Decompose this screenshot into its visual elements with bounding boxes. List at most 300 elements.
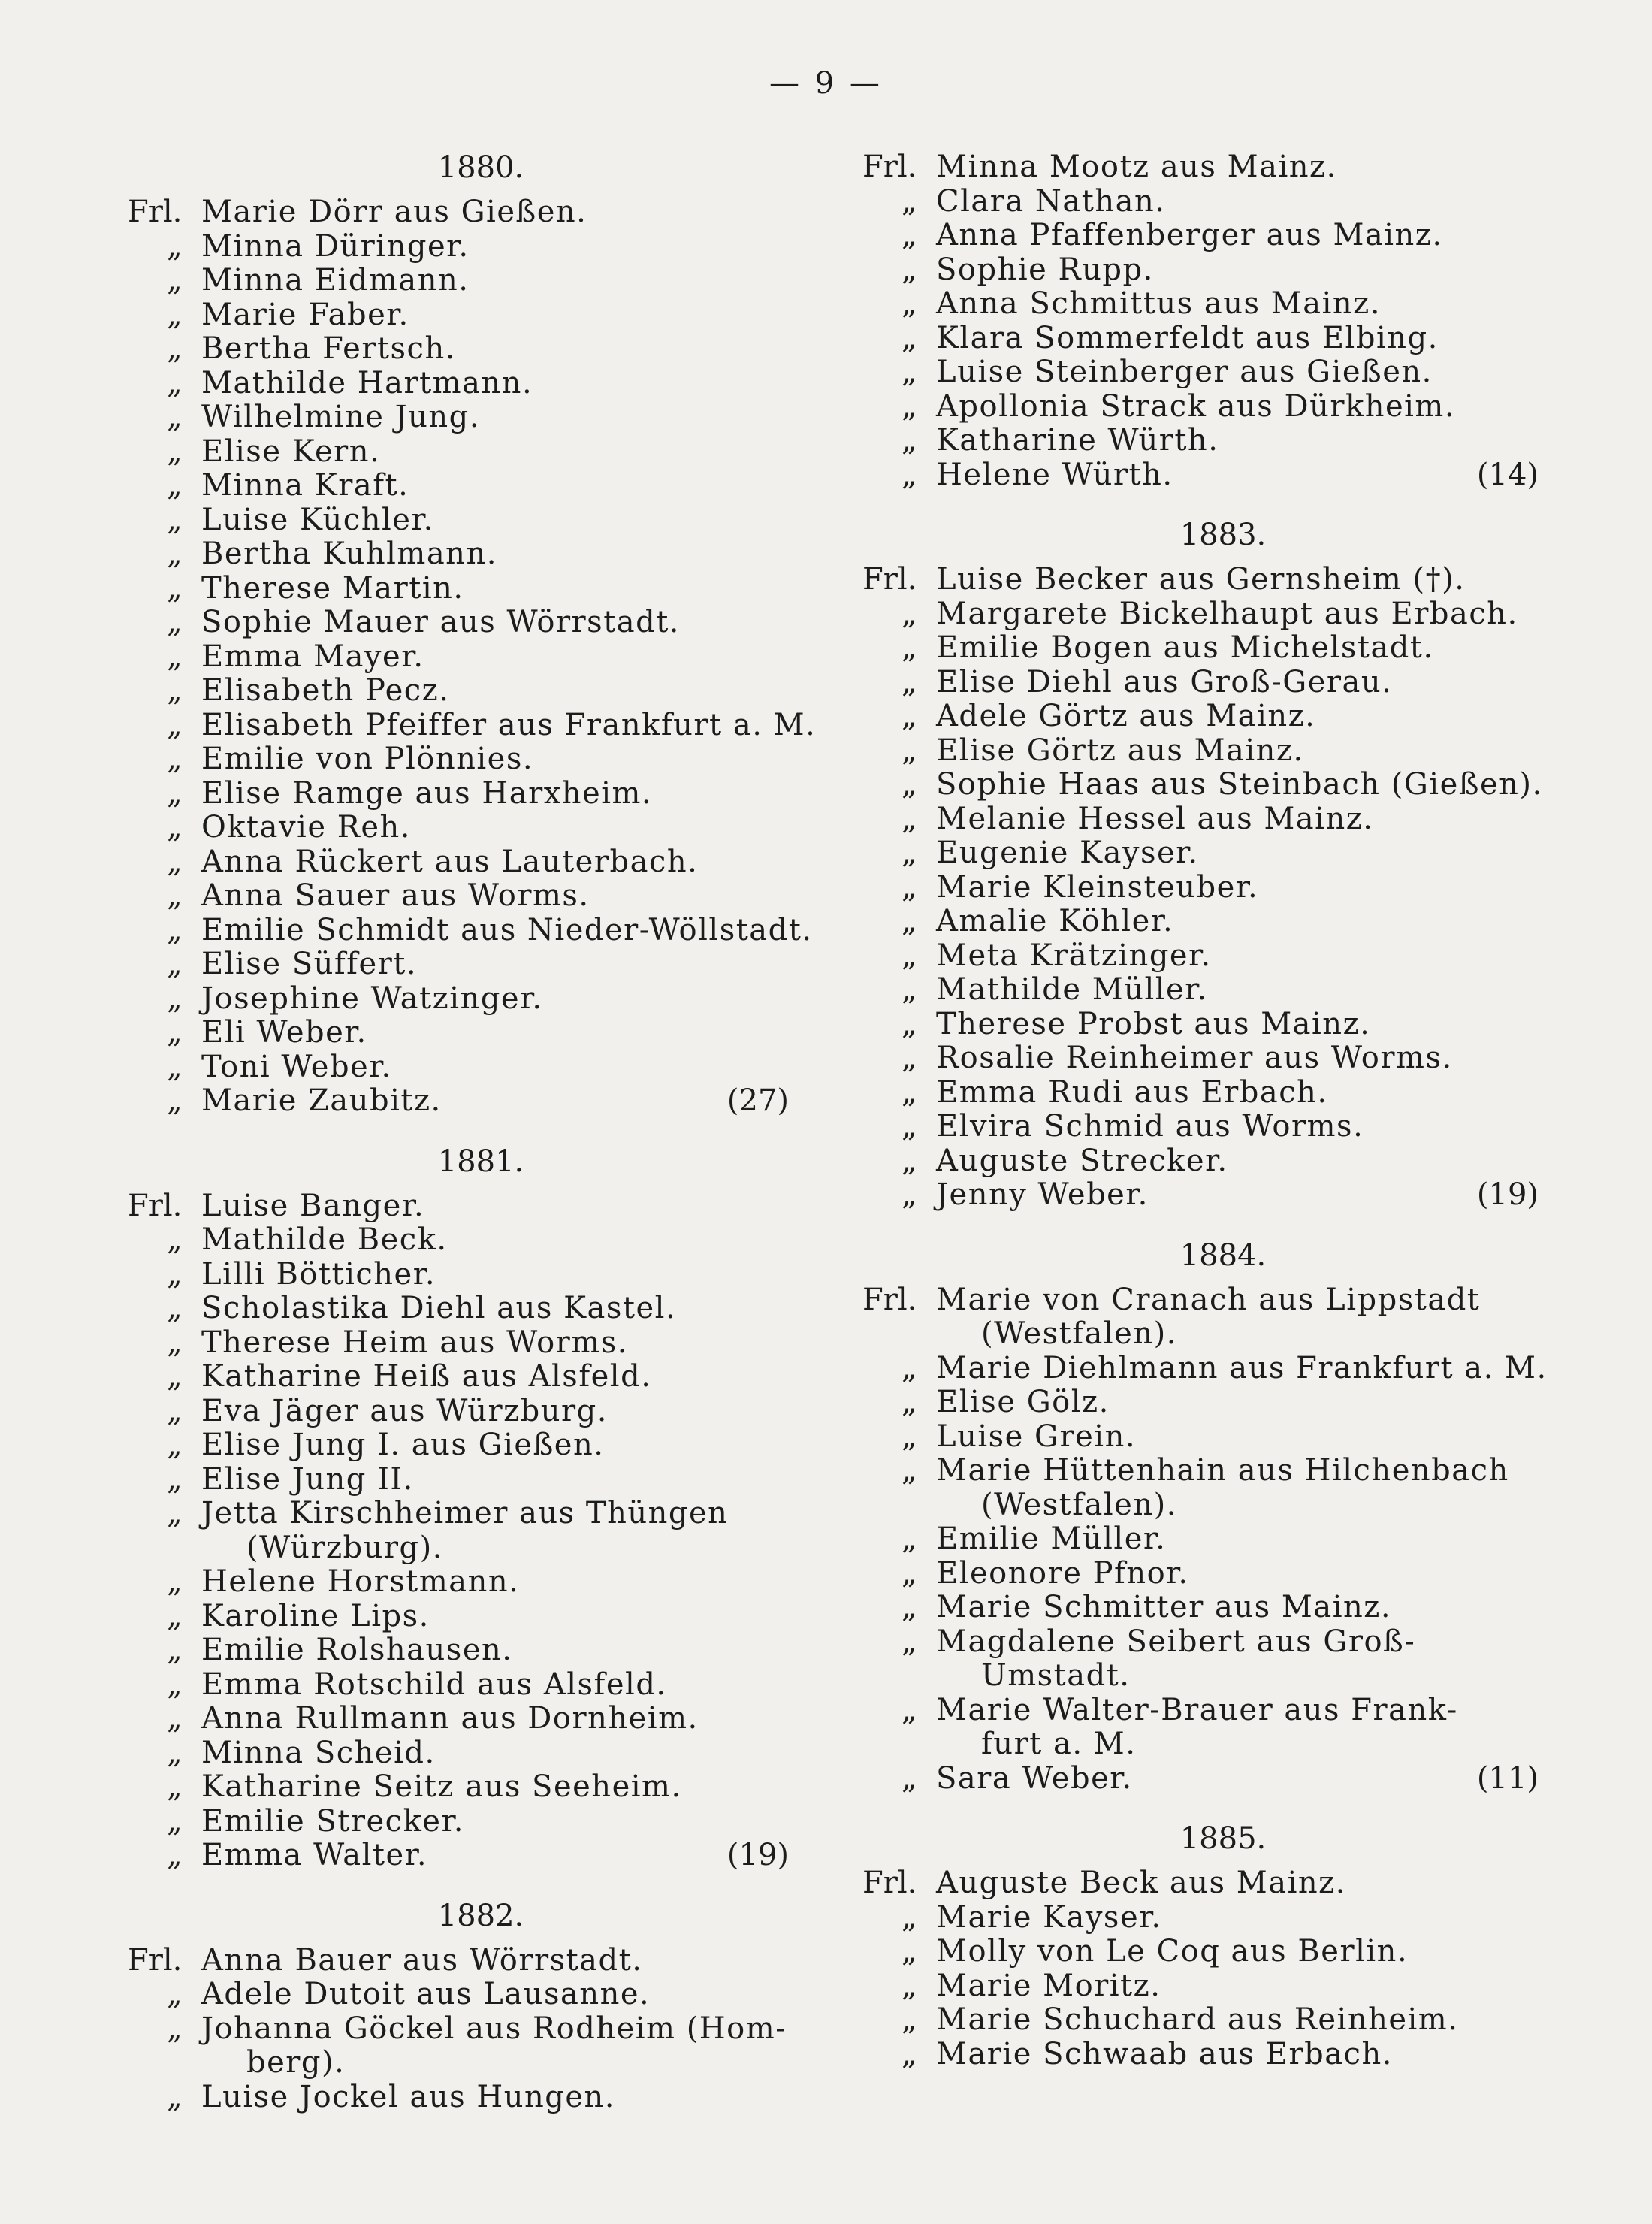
entry-prefix: „ [902,1899,917,1935]
entry-prefix: „ [167,1359,183,1394]
entry-name: Marie Moritz. [936,1968,1161,2003]
entry-name: Molly von Le Coq aus Berlin. [936,1934,1409,1969]
name-entry [128,912,813,948]
entry-name: Bertha Fertsch. [201,331,456,366]
entry-name: Mathilde Hartmann. [201,365,533,400]
name-entry [862,631,1539,666]
entry-name: Eli Weber. [201,1015,367,1050]
name-entry [128,1668,789,1703]
entry-prefix: „ [902,457,917,492]
entry-prefix: „ [167,1325,183,1360]
entry-name: Elise Jung II. [201,1461,414,1497]
entry-prefix: „ [167,1633,183,1667]
year-heading: 1880. [437,150,524,185]
entry-continuation [128,2046,789,2080]
name-entry [862,836,1539,871]
name-entry [128,367,789,401]
entry-prefix: „ [167,1015,183,1050]
year-count: (27) [726,1083,789,1118]
name-entry [128,947,789,982]
name-entry [128,1600,789,1634]
entry-name: Karoline Lips. [201,1598,430,1633]
entry-name: Melanie Hessel aus Mainz. [936,801,1374,836]
entry-prefix: Frl. [128,1188,183,1223]
entry-name: Marie Schmitter aus Mainz. [936,1590,1392,1624]
entry-prefix: „ [902,1419,917,1454]
entry-name: Marie Faber. [201,297,409,332]
entry-name: Mathilde Müller. [936,972,1208,1007]
entry-prefix: „ [902,320,917,355]
entry-name: Katharine Seitz aus Seeheim. [201,1769,682,1804]
entry-prefix: „ [902,733,917,768]
name-entry [128,298,789,333]
year-heading: 1884. [1179,1237,1267,1273]
entry-prefix: „ [902,423,917,458]
entry-prefix: Frl. [862,1866,917,1900]
name-entry [128,400,789,435]
entry-name: Emilie Bogen aus Michelstadt. [936,630,1434,665]
name-entry [128,537,789,572]
entry-name: Marie Hüttenhain aus Hilchenbach [936,1453,1509,1488]
entry-prefix: „ [902,699,917,733]
entry-name: Luise Steinberger aus Gießen. [936,355,1433,389]
entry-name: Marie von Cranach aus Lippstadt [936,1282,1481,1317]
entry-prefix: „ [167,1735,183,1770]
name-entry [128,195,789,230]
name-entry [128,1428,789,1463]
entry-prefix: „ [167,878,183,913]
year-section [128,1899,789,2115]
name-entry [862,1522,1539,1557]
entry-prefix: „ [167,981,183,1016]
entry-name: Therese Martin. [201,570,464,606]
entry-prefix: „ [902,972,917,1007]
name-entry [128,1292,789,1326]
entry-prefix: „ [902,1041,917,1075]
entry-prefix: „ [167,1496,183,1531]
year-heading: 1881. [437,1144,524,1179]
entry-name: Elise Diehl aus Groß-Gerau. [936,664,1393,700]
name-entry [862,1076,1539,1110]
name-entry [862,1283,1539,1318]
entry-prefix: „ [902,1624,917,1659]
name-entry [128,1805,789,1839]
entry-name: Anna Pfaffenberger aus Mainz. [936,218,1443,252]
section-gap [128,1119,789,1144]
name-entry [862,1557,1539,1591]
entry-name: Sophie Rupp. [936,252,1154,287]
section-gap [862,1796,1539,1821]
name-entry [128,982,789,1017]
entry-name: Sophie Haas aus Steinbach (Gießen). [936,767,1543,802]
page-number: — 9 — [769,66,883,101]
entry-prefix: „ [167,742,183,776]
entry-name: Sara Weber. [936,1760,1133,1796]
name-entry [862,1350,1548,1386]
name-entry [128,230,789,264]
name-entry [128,1395,789,1429]
entry-prefix: „ [902,1760,917,1796]
entry-prefix: „ [902,1453,917,1488]
entry-prefix: „ [902,836,917,870]
entry-prefix: „ [167,810,183,845]
name-entry [862,700,1539,734]
entry-name: Amalie Köhler. [936,904,1174,938]
entry-prefix: „ [902,1555,917,1591]
entry-prefix: „ [902,596,917,631]
name-entry [862,185,1539,219]
entry-prefix: Frl. [862,150,917,184]
name-entry [128,640,789,675]
entry-name: Minna Düringer. [201,228,470,264]
entry-name: Jetta Kirschheimer aus Thüngen [201,1496,729,1531]
year-section [862,1237,1548,1796]
name-entry [862,424,1539,458]
entry-prefix: „ [902,1143,917,1178]
entry-name: Jenny Weber. [936,1177,1149,1212]
name-entry [128,879,789,914]
name-entry [128,1084,789,1119]
entry-name: Elise Görtz aus Mainz. [936,733,1304,768]
entry-prefix: „ [902,1590,917,1624]
name-entry [862,734,1539,769]
entry-prefix: „ [167,775,183,811]
name-entry [862,1110,1539,1144]
name-entry [862,1694,1539,1728]
section-gap [862,492,1539,518]
entry-prefix: „ [902,1692,917,1727]
name-entry [128,1839,789,1873]
entry-prefix: „ [167,297,183,332]
entry-continuation [862,1659,1539,1694]
name-entry [128,435,789,470]
entry-name: Elise Ramge aus Harxheim. [201,775,653,811]
entry-prefix: „ [902,1385,917,1419]
entry-prefix: „ [902,767,917,802]
entry-prefix: „ [167,707,183,742]
entry-prefix: „ [167,1838,183,1872]
name-entry [862,1385,1539,1420]
entry-name: Adele Dutoit aus Lausanne. [201,1977,651,2011]
name-entry [862,287,1539,322]
entry-prefix: „ [902,1521,917,1556]
entry-prefix: „ [902,388,917,424]
entry-name: Marie Schuchard aus Reinheim. [936,2002,1459,2037]
name-entry [862,1591,1539,1625]
entry-prefix: „ [902,252,917,287]
entry-name: Luise Küchler. [201,502,434,537]
section-gap [128,1873,789,1899]
entry-continuation-text: berg). [246,2045,346,2080]
name-entry [128,1978,789,2012]
entry-name: Minna Kraft. [201,468,409,503]
year-heading: 1883. [1179,518,1267,552]
entry-prefix: „ [167,1803,183,1839]
entry-name: Sophie Mauer aus Wörrstadt. [201,605,681,639]
entry-name: Adele Görtz aus Mainz. [936,699,1316,733]
entry-prefix: „ [167,1977,183,2011]
name-entry [862,767,1543,802]
name-entry [128,1016,789,1050]
entry-prefix: „ [902,286,917,321]
entry-name: Emilie von Plönnies. [201,742,534,776]
name-entry [128,469,789,503]
entry-name: Marie Schwaab aus Erbach. [936,2036,1393,2071]
name-entry [862,939,1539,974]
name-entry [862,1625,1539,1660]
entry-prefix: „ [167,468,183,503]
entry-name: Magdalene Seibert aus Groß- [936,1624,1416,1659]
name-entry [862,1969,1539,2004]
entry-name: Clara Nathan. [936,183,1166,219]
name-entry [862,1178,1539,1213]
entry-prefix: „ [902,1350,917,1385]
entry-continuation [128,1531,789,1566]
entry-continuation-text: (Westfalen). [981,1316,1177,1351]
entry-prefix: „ [902,1006,917,1041]
name-entry [128,845,789,880]
name-entry [862,2038,1539,2072]
entry-prefix: „ [167,1222,183,1257]
entry-prefix: „ [167,536,183,571]
name-entry [128,1189,789,1224]
entry-name: Auguste Strecker. [936,1143,1228,1178]
year-section [862,1821,1539,2071]
entry-name: Mathilde Beck. [201,1222,448,1257]
entry-prefix: „ [167,844,183,879]
entry-prefix: „ [167,673,183,708]
entry-name: Emilie Strecker. [201,1803,464,1839]
entry-name: Emilie Schmidt aus Nieder-Wöllstadt. [201,912,813,947]
entry-prefix: „ [167,2079,183,2114]
entry-name: Marie Dörr aus Gießen. [201,195,587,229]
name-entry [862,150,1539,185]
entry-name: Katharine Würth. [936,423,1219,458]
entry-prefix: „ [167,947,183,981]
entry-continuation [862,1488,1539,1523]
entry-name: Anna Sauer aus Worms. [201,878,590,913]
entry-prefix: „ [167,2011,183,2046]
right-column [862,150,1548,2071]
name-entry [862,1420,1539,1455]
entry-name: Emma Mayer. [201,639,424,674]
name-entry [862,802,1539,837]
entry-name: Luise Jockel aus Hungen. [201,2079,615,2114]
year-section [862,518,1543,1213]
name-entry [128,572,789,606]
entry-name: Emma Rudi aus Erbach. [936,1074,1328,1110]
name-entry [862,597,1539,632]
year-section [128,150,817,1119]
name-entry [128,707,817,743]
name-entry [128,1258,789,1292]
entry-prefix: „ [167,639,183,674]
name-entry [862,322,1539,356]
entry-prefix: „ [167,1564,183,1599]
entry-name: Emilie Rolshausen. [201,1633,513,1667]
name-entry [862,2003,1539,2038]
name-entry [128,2080,789,2115]
name-entry [128,1463,789,1497]
entry-prefix: „ [167,1083,183,1118]
entry-name: Luise Grein. [936,1419,1137,1454]
entry-prefix: „ [902,218,917,252]
name-entry [862,1008,1539,1042]
name-entry [128,606,789,640]
entry-prefix: „ [902,664,917,700]
entry-prefix: Frl. [862,1282,917,1317]
entry-prefix: „ [167,400,183,434]
entry-prefix: „ [902,355,917,389]
entry-prefix: Frl. [128,195,183,229]
entry-prefix: „ [167,434,183,469]
entry-name: Klara Sommerfeldt aus Elbing. [936,320,1439,355]
entry-prefix: „ [167,1701,183,1736]
entry-prefix: „ [902,869,917,905]
year-count: (14) [1476,457,1539,492]
name-entry [128,1770,789,1805]
name-entry [128,264,789,298]
entry-name: Meta Krätzinger. [936,938,1212,973]
entry-prefix: „ [902,183,917,219]
name-entry [128,1223,789,1258]
name-entry [128,811,789,845]
entry-name: Marie Kleinsteuber. [936,869,1259,905]
name-entry [862,458,1539,493]
entry-prefix: „ [167,502,183,537]
entry-name: Luise Banger. [201,1188,425,1223]
entry-name: Helene Würth. [936,457,1173,492]
entry-name: Anna Bauer aus Wörrstadt. [201,1942,643,1978]
entry-continuation [862,1317,1539,1352]
year-heading: 1885. [1179,1821,1267,1856]
entry-prefix: „ [167,1291,183,1325]
entry-prefix: Frl. [862,562,917,597]
entry-name: Johanna Göckel aus Rodheim (Hom- [201,2011,787,2046]
name-entry [862,1762,1539,1796]
entry-name: Emma Walter. [201,1838,428,1872]
entry-name: Toni Weber. [201,1049,392,1084]
entry-name: Elisabeth Pfeiffer aus Frankfurt a. M. [201,707,817,742]
entry-continuation-text: furt a. M. [981,1727,1137,1761]
name-entry [128,1702,789,1736]
entry-prefix: „ [902,2036,917,2071]
name-entry [128,674,789,709]
entry-name: Apollonia Strack aus Dürkheim. [936,388,1456,424]
name-entry [128,1360,789,1395]
entry-prefix: „ [902,1177,917,1212]
entry-prefix: „ [167,1461,183,1497]
entry-name: Marie Kayser. [936,1899,1162,1935]
entry-name: Elisabeth Pecz. [201,673,450,708]
year-count: (19) [726,1838,789,1872]
name-entry [128,1497,789,1531]
entry-name: Oktavie Reh. [201,810,411,845]
entry-prefix: „ [167,1256,183,1292]
entry-name: Therese Probst aus Mainz. [936,1006,1371,1041]
name-entry [862,253,1539,288]
entry-name: Rosalie Reinheimer aus Worms. [936,1041,1453,1075]
name-entry [862,1454,1539,1488]
name-entry [128,1736,789,1771]
year-heading: 1882. [437,1898,524,1933]
name-entry [128,1944,789,1978]
name-entry [862,563,1539,597]
entry-prefix: „ [167,1769,183,1804]
entry-name: Elise Gölz. [936,1385,1110,1419]
entry-name: Josephine Watzinger. [201,981,543,1016]
entry-prefix: „ [902,938,917,973]
entry-name: Eugenie Kayser. [936,836,1199,870]
entry-prefix: „ [167,228,183,264]
name-entry [862,390,1539,425]
entry-prefix: „ [902,1934,917,1969]
entry-prefix: „ [167,1598,183,1633]
entry-prefix: „ [167,1428,183,1462]
entry-name: Scholastika Diehl aus Kastel. [201,1291,677,1325]
entry-prefix: „ [167,912,183,947]
name-entry [862,1866,1539,1901]
year-count: (19) [1476,1177,1539,1212]
name-entry [862,219,1539,253]
name-entry [128,1633,789,1668]
entry-prefix: „ [167,570,183,606]
entry-prefix: „ [167,605,183,639]
name-entry [862,1901,1539,1935]
left-column [128,150,817,2114]
entry-name: Lilli Bötticher. [201,1256,436,1292]
entry-name: Anna Rückert aus Lauterbach. [201,844,699,879]
name-entry [862,973,1539,1008]
entry-continuation-text: (Westfalen). [981,1487,1177,1522]
name-entry [862,666,1539,700]
name-entry [128,1326,789,1361]
entry-prefix: „ [902,2002,917,2037]
entry-prefix: „ [167,263,183,298]
name-entry [862,1041,1539,1076]
entry-prefix: „ [902,1109,917,1144]
name-entry [128,1050,789,1085]
entry-name: Marie Zaubitz. [201,1083,442,1118]
name-entry [862,1935,1539,1969]
entry-prefix: „ [902,1968,917,2003]
entry-name: Minna Eidmann. [201,263,470,298]
entry-name: Auguste Beck aus Mainz. [936,1866,1346,1900]
name-entry [862,871,1539,905]
entry-continuation-text: (Würzburg). [246,1530,443,1565]
entry-name: Luise Becker aus Gernsheim (†). [936,562,1466,597]
entry-name: Anna Schmittus aus Mainz. [936,286,1381,321]
entry-name: Bertha Kuhlmann. [201,536,497,571]
entry-prefix: „ [167,331,183,366]
year-count: (11) [1476,1760,1539,1796]
entry-name: Minna Scheid. [201,1735,436,1770]
entry-name: Elise Kern. [201,434,381,469]
name-entry [128,777,789,811]
name-entry [862,905,1539,939]
entry-prefix: „ [902,904,917,938]
entry-name: Eva Jäger aus Würzburg. [201,1393,608,1428]
entry-continuation-text: Umstadt. [981,1658,1131,1693]
entry-name: Eleonore Pfnor. [936,1555,1189,1591]
entry-name: Anna Rullmann aus Dornheim. [201,1701,699,1736]
entry-name: Wilhelmine Jung. [201,400,480,434]
name-entry [128,1565,789,1600]
name-entry [128,332,789,367]
entry-prefix: „ [167,1666,183,1702]
entry-name: Emma Rotschild aus Alsfeld. [201,1666,667,1702]
name-entry [128,2012,789,2047]
